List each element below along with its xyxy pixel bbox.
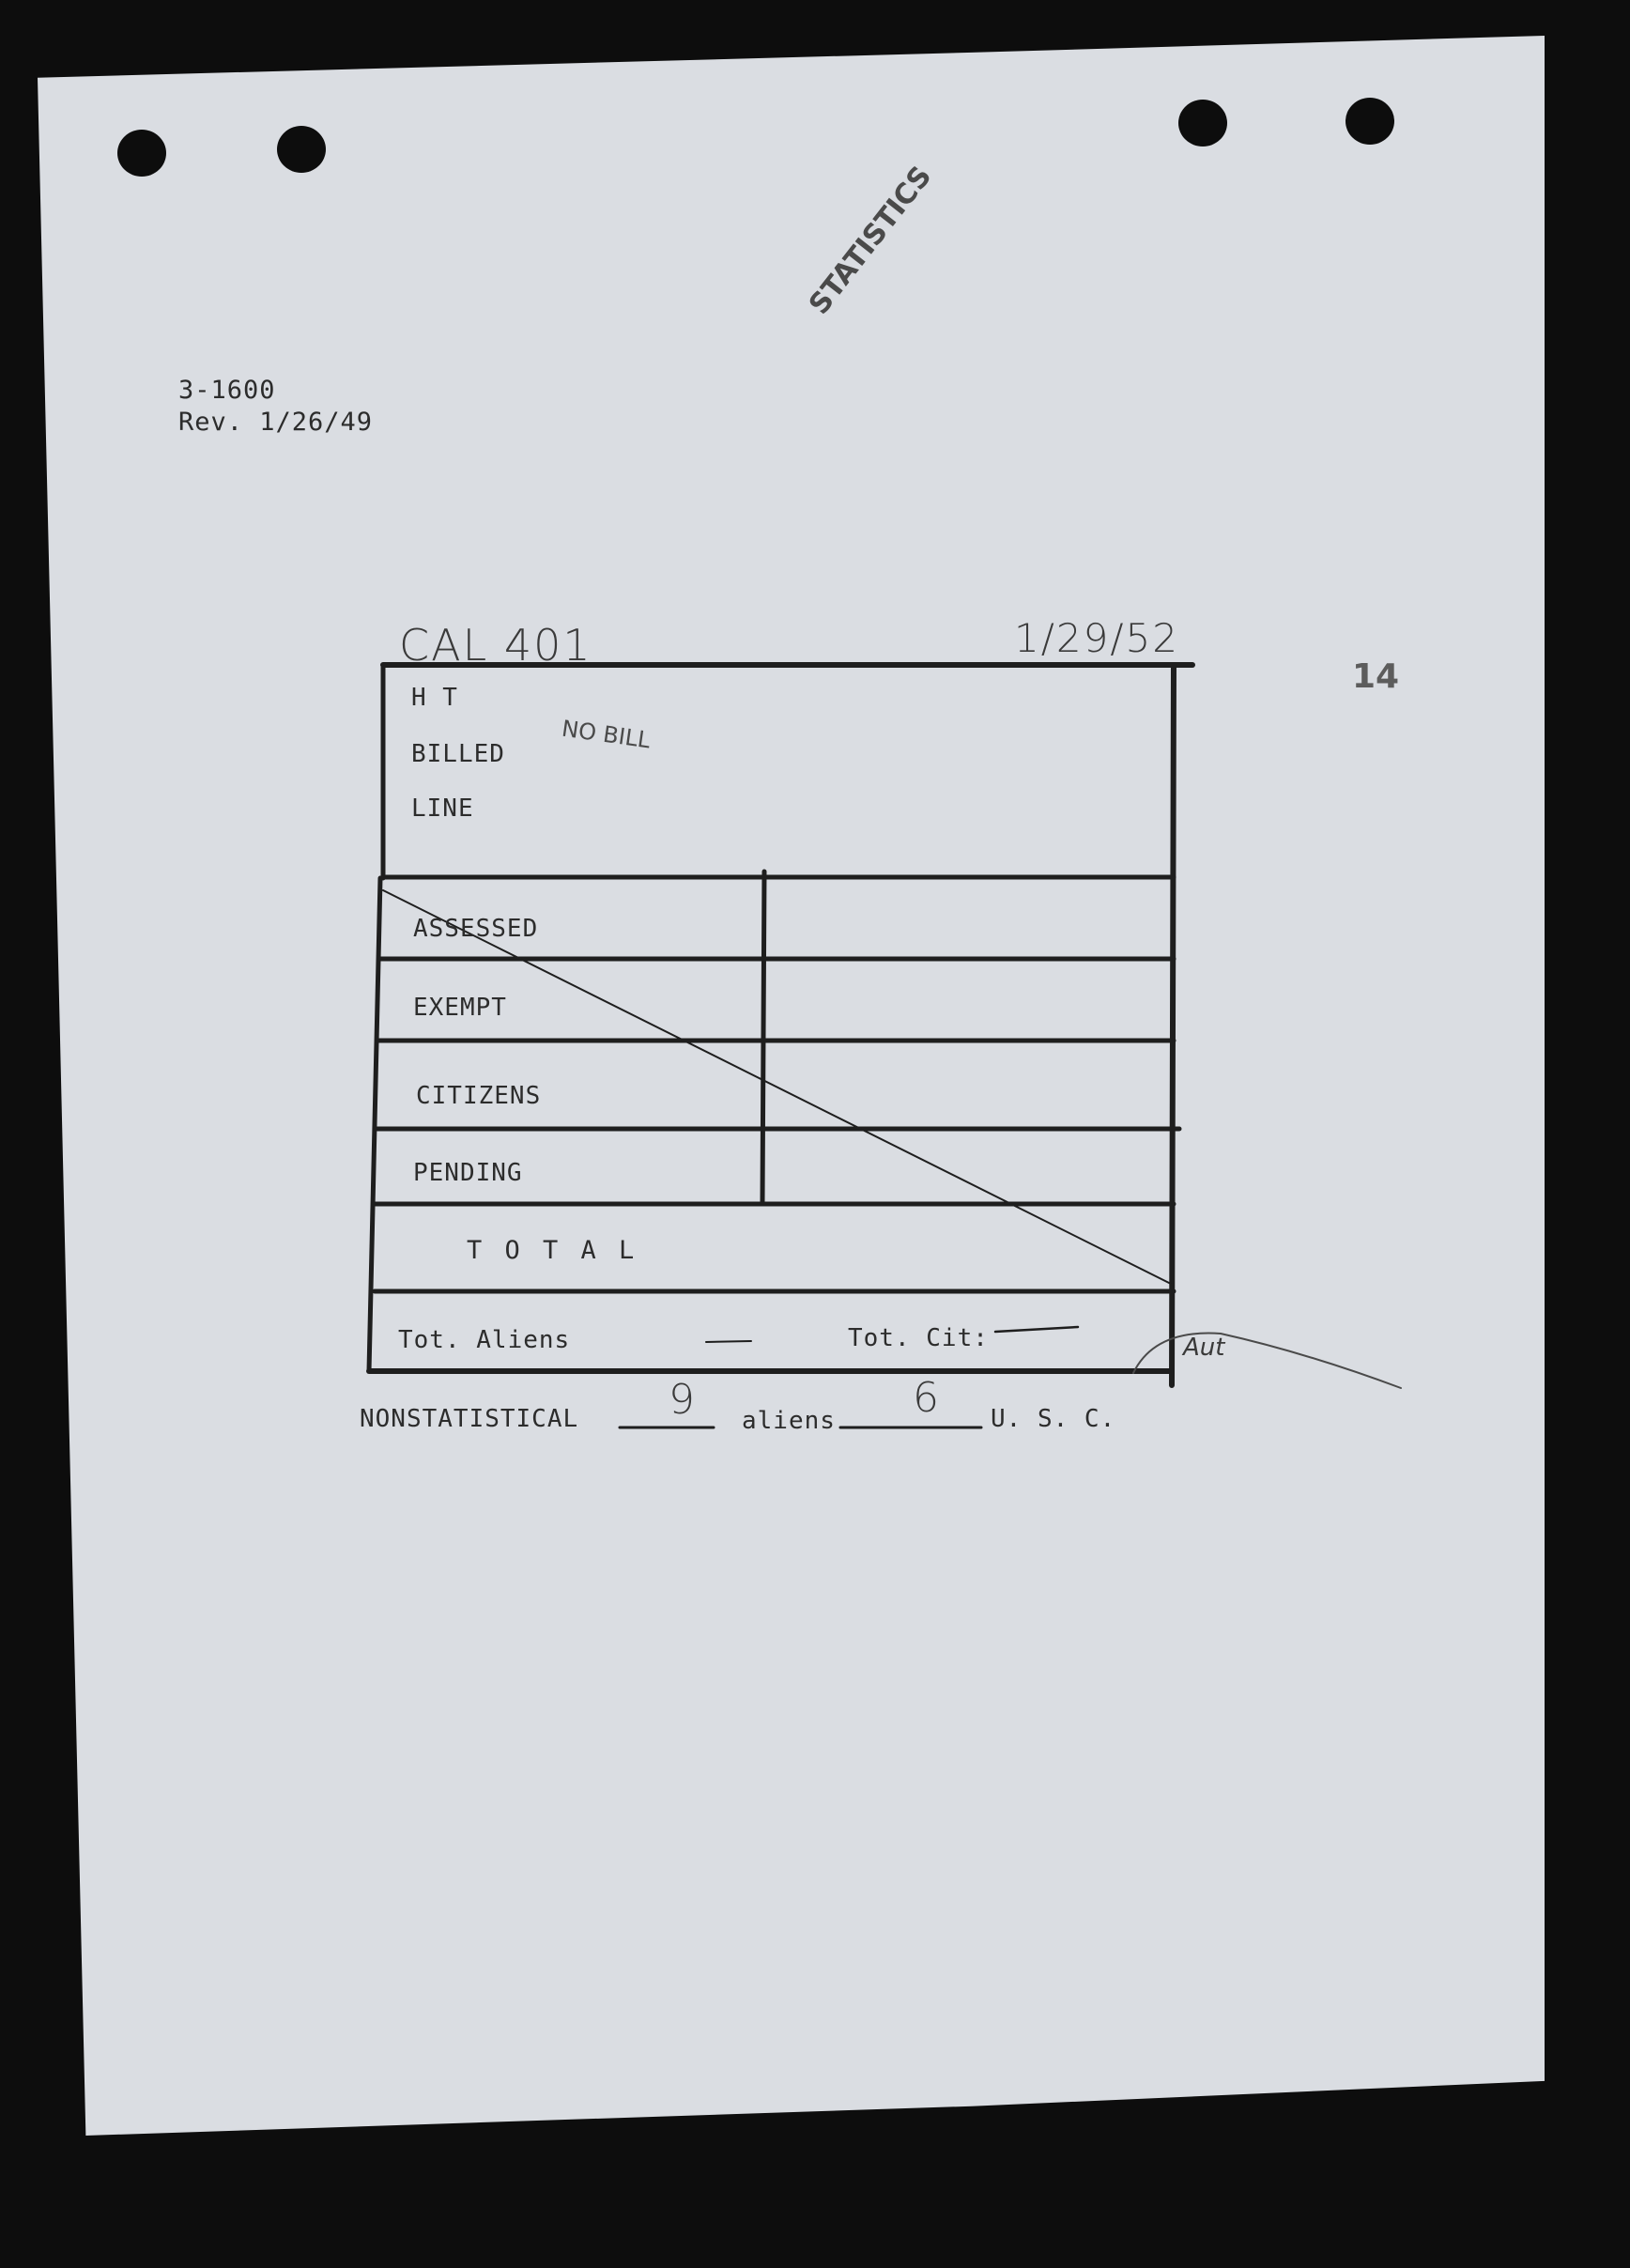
date-handwritten: 1/29/52 (1014, 615, 1179, 661)
row-billed-label: BILLED (411, 740, 505, 768)
page-number-stamp: 14 (1352, 657, 1400, 696)
no-bill-stamp: NO BILL (560, 715, 653, 754)
aliens-label: aliens (742, 1407, 836, 1435)
total-label: T O T A L (467, 1236, 638, 1265)
aliens-count-handwritten: 9 (669, 1376, 695, 1424)
form-revision: Rev. 1/26/49 (178, 408, 374, 437)
row-ht-label: H T (411, 684, 458, 712)
form-number: 3-1600 (178, 376, 276, 405)
citizens-label: CITIZENS (416, 1082, 542, 1110)
row-line-label: LINE (411, 795, 474, 823)
exempt-label: EXEMPT (413, 994, 507, 1022)
tot-aliens-value (709, 1324, 725, 1352)
assessed-label: ASSESSED (413, 915, 539, 943)
initials-handwritten: Aut (1183, 1334, 1225, 1362)
nonstatistical-label: NONSTATISTICAL (360, 1405, 579, 1433)
tot-aliens-label: Tot. Aliens (398, 1326, 571, 1354)
vessel-handwritten: CAL 401 (399, 620, 592, 671)
tot-cit-value (1005, 1315, 1021, 1343)
tot-cit-label: Tot. Cit: (848, 1324, 989, 1352)
usc-count-handwritten: 6 (913, 1374, 939, 1422)
usc-label: U. S. C. (991, 1405, 1116, 1433)
statistics-stamp: STATISTICS (803, 160, 939, 321)
pending-label: PENDING (413, 1159, 523, 1187)
